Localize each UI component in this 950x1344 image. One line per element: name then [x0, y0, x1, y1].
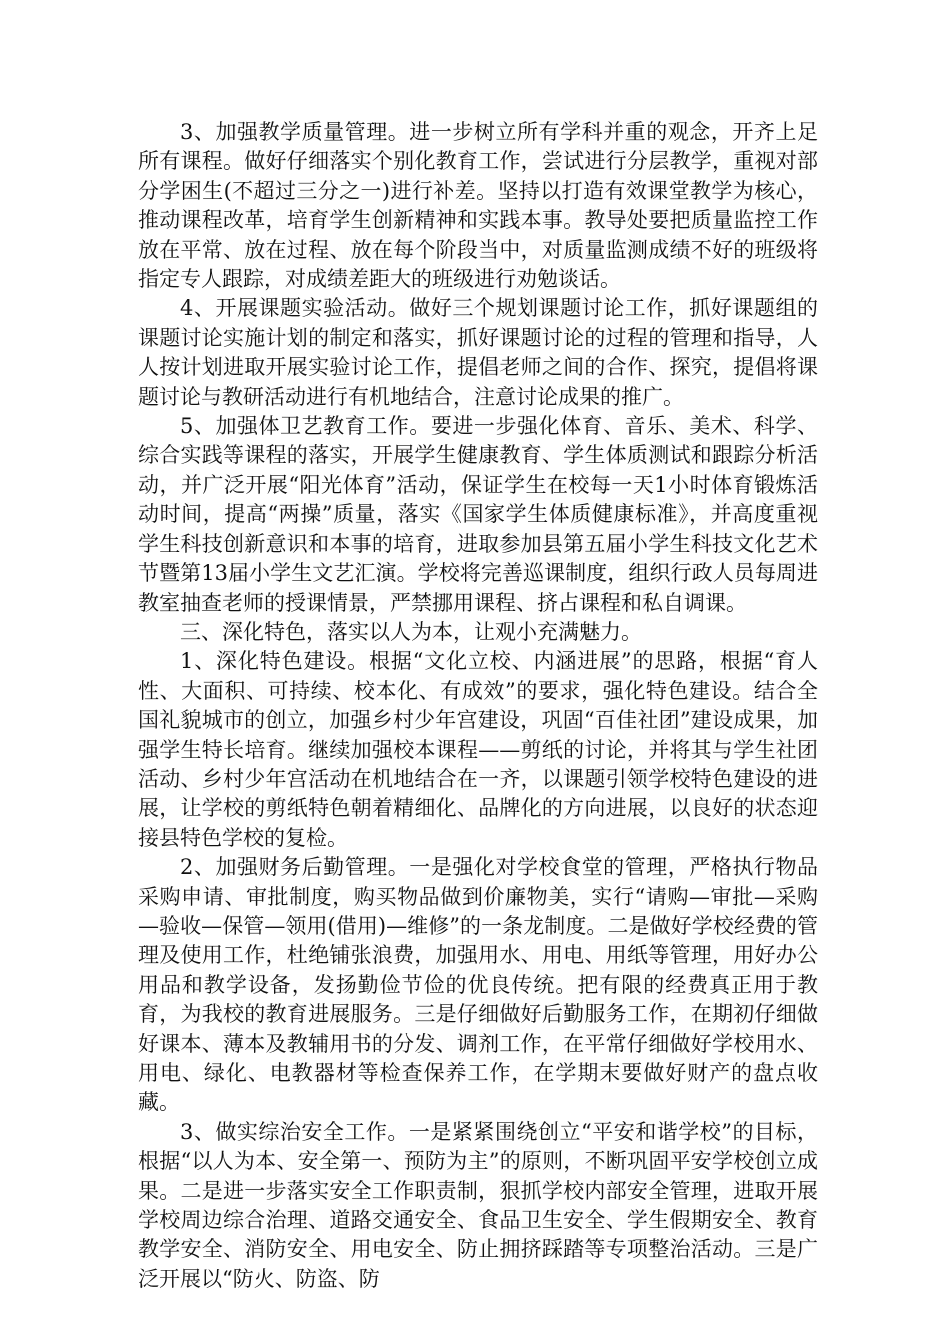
paragraph-finance-logistics: 2、加强财务后勤管理。一是强化对学校食堂的管理，严格执行物品采购申请、审批制度，购买物品做到价廉物美，实行“请购—审批—采购—验收—保管—领用(借用)—维修”的一条龙制度。二是做好学校经费的管理及使用工作，杜绝铺张浪费，加强用水、用电、用纸等管理，用好办公用品和教学设备，发扬勤俭节俭的优良传统。把有限的经费真正用于教育，为我校的教育进展服务。三是仔细做好后勤服务工作，在期初仔细做好课本、薄本及教辅用书的分发、调剂工作，在平常仔细做好学校用水、用电、绿化、电教器材等检查保养工作，在学期末要做好财产的盘点收藏。 — [138, 855, 818, 1115]
document-page — [138, 118, 818, 1294]
paragraph-characteristic-construction: 1、深化特色建设。根据“文化立校、内涵进展”的思路，根据“育人性、大面积、可持续、校本化、有成效”的要求，强化特色建设。结合全国礼貌城市的创立，加强乡村少年宫建设，巩固“百佳社团”建设成果，加强学生特长培育。继续加强校本课程——剪纸的讨论，并将其与学生社团活动、乡村少年宫活动在机地结合在一齐，以课题引领学校特色建设的进展，让学校的剪纸特色朝着精细化、品牌化的方向进展，以良好的状态迎接县特色学校的复检。 — [138, 649, 818, 850]
paragraph-safety-work: 3、做实综治安全工作。一是紧紧围绕创立“平安和谐学校”的目标，根据“以人为本、安全第一、预防为主”的原则，不断巩固平安学校创立成果。二是进一步落实安全工作职责制，狠抓学校内部安全管理，进取开展学校周边综合治理、道路交通安全、食品卫生安全、学生假期安全、教育教学安全、消防安全、用电安全、防止拥挤踩踏等专项整治活动。三是广泛开展以“防火、防盗、防 — [138, 1119, 818, 1291]
section-heading-characteristics: 三、深化特色，落实以人为本，让观小充满魅力。 — [180, 619, 642, 644]
paragraph-sports-arts-education: 5、加强体卫艺教育工作。要进一步强化体育、音乐、美术、科学、综合实践等课程的落实，开展学生健康教育、学生体质测试和跟踪分析活动，并广泛开展“阳光体育”活动，保证学生在校每一天1小时体育锻炼活动时间，提高“两操”质量，落实《国家学生体质健康标准》，并高度重视学生科技创新意识和本事的培育，进取参加县第五届小学生科技文化艺术节暨第13届小学生文艺汇演。学校将完善巡课制度，组织行政人员每周进教室抽查老师的授课情景，严禁挪用课程、挤占课程和私自调课。 — [138, 414, 818, 615]
paragraph-teaching-quality: 3、加强教学质量管理。进一步树立所有学科并重的观念，开齐上足所有课程。做好仔细落实个别化教育工作，尝试进行分层教学，重视对部分学困生(不超过三分之一)进行补差。坚持以打造有效课堂教学为核心，推动课程改革，培育学生创新精神和实践本事。教导处要把质量监控工作放在平常、放在过程、放在每个阶段当中，对质量监测成绩不好的班级将指定专人跟踪，对成绩差距大的班级进行劝勉谈话。 — [138, 120, 818, 292]
paragraph-research-activities: 4、开展课题实验活动。做好三个规划课题讨论工作，抓好课题组的课题讨论实施计划的制定和落实，抓好课题讨论的过程的管理和指导，人人按计划进取开展实验讨论工作，提倡老师之间的合作、探究，提倡将课题讨论与教研活动进行有机地结合，注意讨论成果的推广。 — [138, 296, 818, 409]
